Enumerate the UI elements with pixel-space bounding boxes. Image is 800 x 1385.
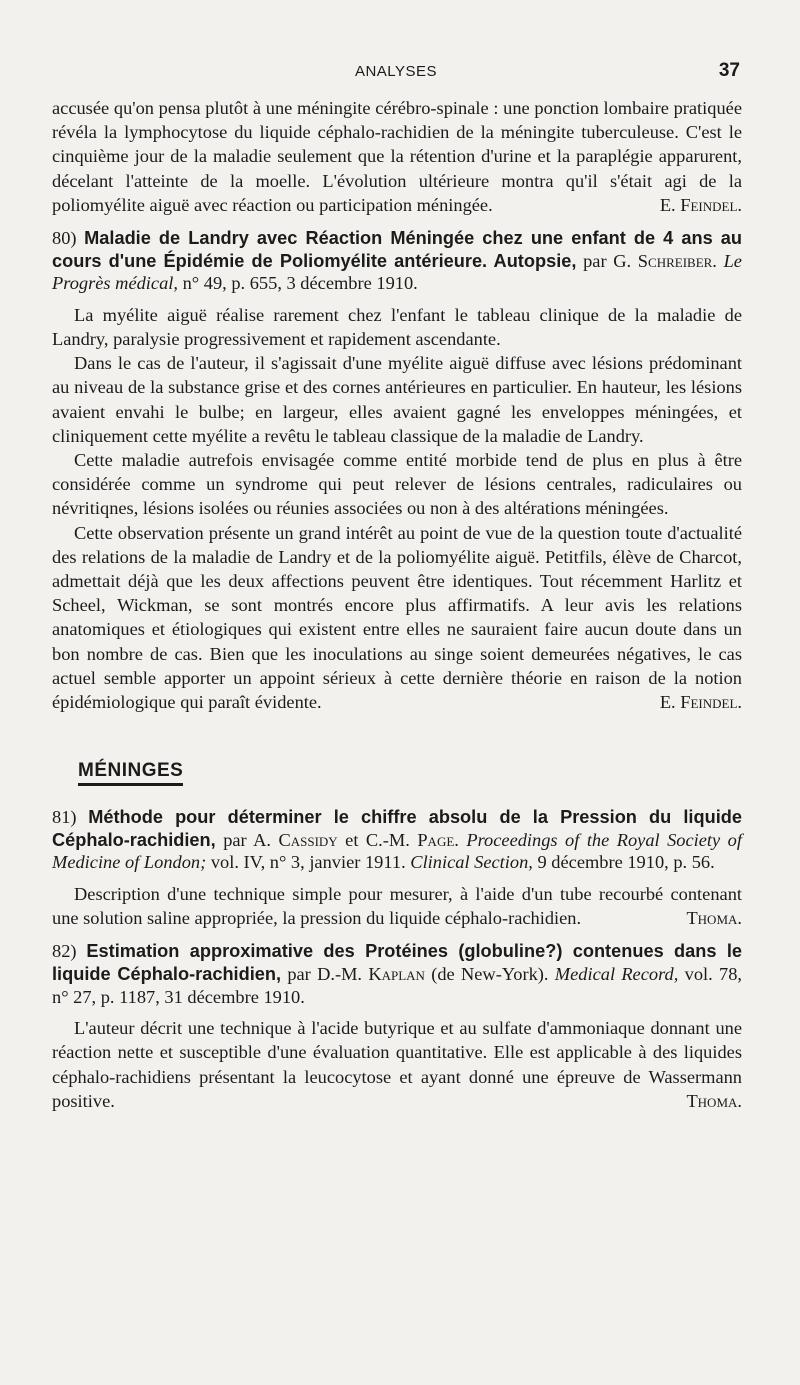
entry-80-paragraph: Dans le cas de l'auteur, il s'agissait d'une myélite aiguë diffuse avec lésions prédominant au niveau de la substance grise et des cornes antérieures en particulier. En hauteur, les lésions avaient envahi le bulbe; en largeur, elles avaient gagné les enveloppes méningées, et cliniquement cette myélite a revêtu le tableau classique de la maladie de Landry. — [52, 353, 742, 446]
entry-80-heading — [52, 227, 742, 295]
entry-number: 80) — [52, 228, 77, 249]
entry-by: par G. — [583, 250, 632, 271]
entry-journal: Clinical Section, — [410, 852, 533, 873]
entry-author: Kaplan — [368, 964, 425, 985]
entry-82-heading — [52, 940, 742, 1008]
entry-title: Estimation approximative des Protéines (globuline?) contenues dans le liquide Céphalo-rachidien, — [52, 941, 742, 985]
page-header — [52, 60, 740, 86]
entry-author: Page. — [417, 829, 459, 850]
entry-80-last-text: Cette observation présente un grand intérêt au point de vue de la question toute d'actualité des relations de la maladie de Landry et de la poliomyélite aiguë. Petitfils, élève de Charcot, admettait déjà que les deux affections peuvent être identiques. Tout récemment Harlitz et Scheel, Wickman, se sont montrés encore plus affirmatifs. A leur avis les relations anatomiques et étiologiques qui existent entre elles ne sauraient faire aucun doute dans un bon nombre de cas. Bien que les inoculations au singe soient demeurées négatives, le cas actuel semble apporter un appoint sérieux à cette dernière théorie en raison de la notion épidémiologique qui paraît évidente. — [52, 522, 742, 713]
entry-title: Maladie de Landry avec Réaction Méningée chez une enfant de 4 ans au cours d'une Épidémie de Poliomyélite antérieure. Autopsie, — [52, 228, 742, 271]
running-head: ANALYSES — [354, 63, 438, 80]
entry-author: Cassidy — [278, 829, 338, 850]
entry-by: par A. — [223, 829, 271, 850]
entry-by: et C.-M. — [345, 829, 410, 850]
entry-81-paragraph — [52, 882, 742, 930]
entry-reference: vol. IV, n° 3, janvier 1911. — [210, 852, 406, 873]
entry-author: Schreiber. — [637, 250, 717, 271]
signature: E. Feindel. — [659, 194, 742, 215]
entry-reference: vol. 78, n° 27, p. 1187, 31 décembre 1910. — [52, 964, 742, 1007]
entry-80-paragraph — [52, 521, 742, 715]
entry-number: 81) — [52, 807, 77, 828]
signature: Thoma. — [686, 1090, 742, 1111]
entry-80-paragraph: La myélite aiguë réalise rarement chez l'enfant le tableau clinique de la maladie de Landry, paralysie progressivement et rapidement ascendante. — [52, 304, 742, 349]
entry-81-heading — [52, 806, 742, 874]
entry-journal: Proceedings of the Royal Society of Medicine of London; — [52, 829, 742, 873]
page-body — [52, 96, 742, 1113]
entry-reference: 9 décembre 1910, p. 56. — [537, 852, 715, 873]
entry-reference: n° 49, p. 655, 3 décembre 1910. — [182, 273, 418, 294]
continuation-text: accusée qu'on pensa plutôt à une méningite cérébro-spinale : une ponction lombaire pratiquée révéla la lymphocytose du liquide céphalo-rachidien de la méningite tuberculeuse. C'est le cinquième jour de la maladie seulement que la rétention d'urine et la paraplégie apparurent, décelant l'atteinte de la moelle. L'évolution ultérieure montra qu'il s'était agi de la poliomyélite aiguë avec réaction ou participation méningée. — [52, 98, 742, 215]
signature: Thoma. — [686, 908, 742, 929]
entry-82-paragraph — [52, 1016, 742, 1113]
entry-number: 82) — [52, 941, 77, 962]
section-heading: MÉNINGES — [78, 760, 183, 786]
signature: E. Feindel. — [659, 692, 742, 713]
entry-81-text: Description d'une technique simple pour mesurer, à l'aide d'un tube recourbé contenant une solution saline appropriée, la pression du liquide céphalo-rachidien. — [52, 884, 742, 929]
entry-journal: Le Progrès médical, — [52, 250, 742, 294]
entry-80-paragraph: Cette maladie autrefois envisagée comme entité morbide tend de plus en plus à être considérée comme un syndrome qui peut relever de lésions centrales, radiculaires ou névritiqnes, lésions isolées ou réunies associées ou non à des altérations méningées. — [52, 450, 742, 519]
page-number: 37 — [718, 60, 740, 81]
entry-by: par D.-M. — [287, 964, 363, 985]
entry-title: Méthode pour déterminer le chiffre absolu de la Pression du liquide Céphalo-rachidien, — [52, 807, 742, 850]
entry-place: (de New-York). — [431, 964, 549, 985]
continuation-paragraph — [52, 96, 742, 217]
entry-journal: Medical Record, — [554, 964, 679, 985]
entry-82-text: L'auteur décrit une technique à l'acide butyrique et au sulfate d'ammoniaque donnant une réaction nette et susceptible d'une évaluation quantitative. Elle est applicable à des liquides céphalo-rachidiens présentant la leucocytose et ayant donné une épreuve de Wassermann positive. — [52, 1018, 742, 1111]
